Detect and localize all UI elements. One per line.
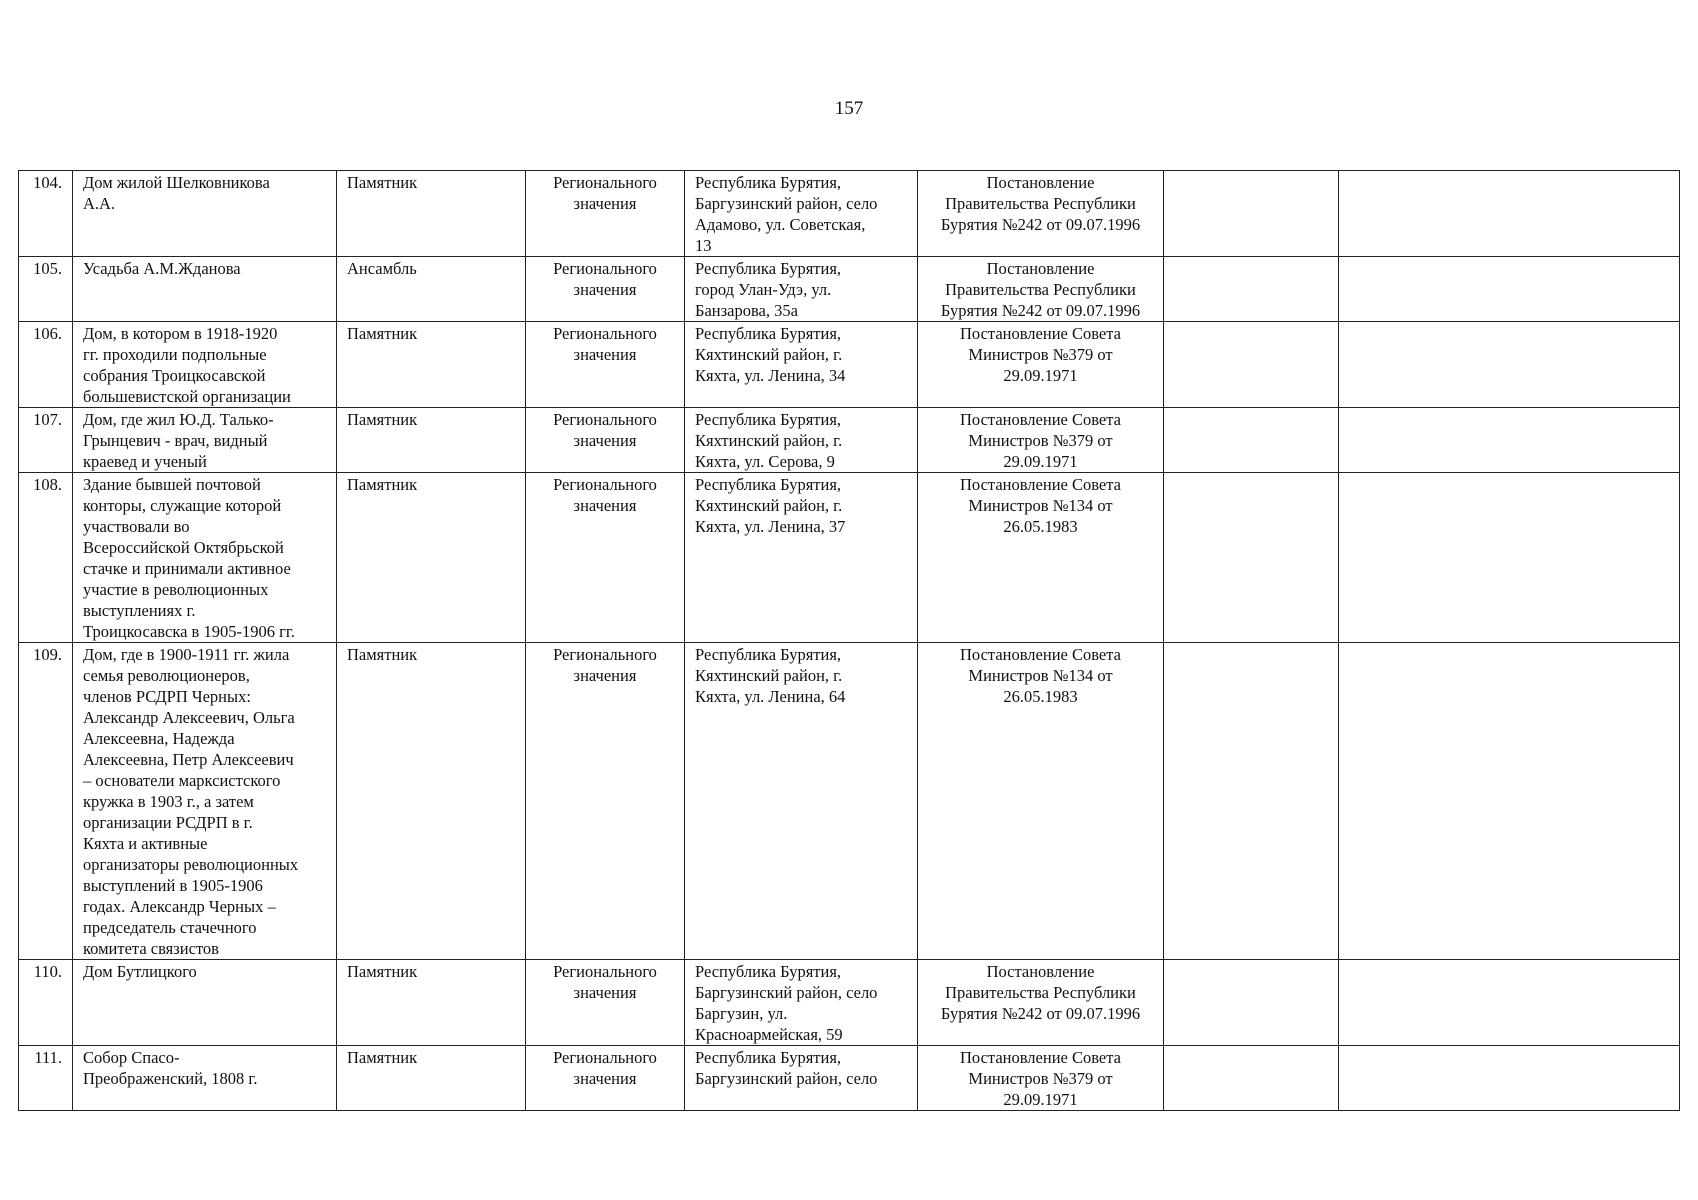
- empty-cell: [1339, 171, 1680, 257]
- empty-cell: [1339, 257, 1680, 322]
- row-number: 104.: [19, 171, 73, 257]
- object-type: Памятник: [337, 643, 526, 960]
- table-row: [19, 1046, 1680, 1111]
- object-significance: Регионального значения: [526, 643, 685, 960]
- object-significance: Регионального значения: [526, 257, 685, 322]
- row-number: 111.: [19, 1046, 73, 1111]
- legal-document: Постановление Совета Министров №134 от 26.05.1983: [918, 473, 1164, 643]
- empty-cell: [1339, 408, 1680, 473]
- legal-document: Постановление Совета Министров №134 от 26.05.1983: [918, 643, 1164, 960]
- object-significance: Регионального значения: [526, 171, 685, 257]
- object-type: Памятник: [337, 473, 526, 643]
- empty-cell: [1164, 257, 1339, 322]
- legal-document: Постановление Совета Министров №379 от 29.09.1971: [918, 408, 1164, 473]
- object-significance: Регионального значения: [526, 473, 685, 643]
- heritage-registry-table: [18, 170, 1680, 1111]
- empty-cell: [1164, 643, 1339, 960]
- row-number: 108.: [19, 473, 73, 643]
- legal-document: Постановление Правительства Республики Бурятия №242 от 09.07.1996: [918, 257, 1164, 322]
- empty-cell: [1164, 960, 1339, 1046]
- empty-cell: [1164, 171, 1339, 257]
- object-address: Республика Бурятия, Баргузинский район, село Адамово, ул. Советская, 13: [685, 171, 918, 257]
- object-address: Республика Бурятия, Кяхтинский район, г. Кяхта, ул. Ленина, 37: [685, 473, 918, 643]
- table-row: [19, 257, 1680, 322]
- legal-document: Постановление Совета Министров №379 от 29.09.1971: [918, 322, 1164, 408]
- object-significance: Регионального значения: [526, 322, 685, 408]
- object-type: Памятник: [337, 408, 526, 473]
- row-number: 109.: [19, 643, 73, 960]
- object-name: Дом Бутлицкого: [73, 960, 337, 1046]
- empty-cell: [1339, 960, 1680, 1046]
- object-significance: Регионального значения: [526, 960, 685, 1046]
- object-name: Дом, в котором в 1918-1920 гг. проходили подпольные собрания Троицкосавской большевистской организации: [73, 322, 337, 408]
- legal-document: Постановление Правительства Республики Бурятия №242 от 09.07.1996: [918, 960, 1164, 1046]
- object-significance: Регионального значения: [526, 1046, 685, 1111]
- object-address: Республика Бурятия, город Улан-Удэ, ул. Банзарова, 35а: [685, 257, 918, 322]
- row-number: 106.: [19, 322, 73, 408]
- table-row: [19, 960, 1680, 1046]
- object-address: Республика Бурятия, Баргузинский район, село Баргузин, ул. Красноармейская, 59: [685, 960, 918, 1046]
- table-body: [19, 171, 1680, 1111]
- object-address: Республика Бурятия, Баргузинский район, село: [685, 1046, 918, 1111]
- empty-cell: [1339, 1046, 1680, 1111]
- object-type: Памятник: [337, 960, 526, 1046]
- table-row: [19, 171, 1680, 257]
- object-name: Дом, где жил Ю.Д. Талько- Грынцевич - врач, видный краевед и ученый: [73, 408, 337, 473]
- object-type: Ансамбль: [337, 257, 526, 322]
- object-significance: Регионального значения: [526, 408, 685, 473]
- legal-document: Постановление Правительства Республики Бурятия №242 от 09.07.1996: [918, 171, 1164, 257]
- empty-cell: [1164, 1046, 1339, 1111]
- table-row: [19, 408, 1680, 473]
- empty-cell: [1339, 322, 1680, 408]
- object-name: Собор Спасо- Преображенский, 1808 г.: [73, 1046, 337, 1111]
- legal-document: Постановление Совета Министров №379 от 29.09.1971: [918, 1046, 1164, 1111]
- empty-cell: [1164, 408, 1339, 473]
- empty-cell: [1339, 643, 1680, 960]
- object-name: Дом жилой Шелковникова А.А.: [73, 171, 337, 257]
- object-address: Республика Бурятия, Кяхтинский район, г. Кяхта, ул. Ленина, 64: [685, 643, 918, 960]
- table-row: [19, 322, 1680, 408]
- table-row: [19, 643, 1680, 960]
- page-number: 157: [834, 98, 864, 119]
- object-type: Памятник: [337, 322, 526, 408]
- object-name: Дом, где в 1900-1911 гг. жила семья революционеров, членов РСДРП Черных: Александр Алексеевич, Ольга Алексеевна, Надежда Алексеевна, Петр Алексеевич – основатели марксистского кружка в 1903 г., а затем организации РСДРП в г. Кяхта и активные организаторы революционных выступлений в 1905-1906 годах. Александр Черных – председатель стачечного комитета связистов: [73, 643, 337, 960]
- empty-cell: [1164, 473, 1339, 643]
- object-type: Памятник: [337, 1046, 526, 1111]
- row-number: 105.: [19, 257, 73, 322]
- object-name: Здание бывшей почтовой конторы, служащие которой участвовали во Всероссийской Октябрьской стачке и принимали активное участие в революционных выступлениях г. Троицкосавска в 1905-1906 гг.: [73, 473, 337, 643]
- empty-cell: [1339, 473, 1680, 643]
- row-number: 107.: [19, 408, 73, 473]
- object-type: Памятник: [337, 171, 526, 257]
- empty-cell: [1164, 322, 1339, 408]
- object-name: Усадьба А.М.Жданова: [73, 257, 337, 322]
- object-address: Республика Бурятия, Кяхтинский район, г. Кяхта, ул. Серова, 9: [685, 408, 918, 473]
- object-address: Республика Бурятия, Кяхтинский район, г. Кяхта, ул. Ленина, 34: [685, 322, 918, 408]
- table-row: [19, 473, 1680, 643]
- row-number: 110.: [19, 960, 73, 1046]
